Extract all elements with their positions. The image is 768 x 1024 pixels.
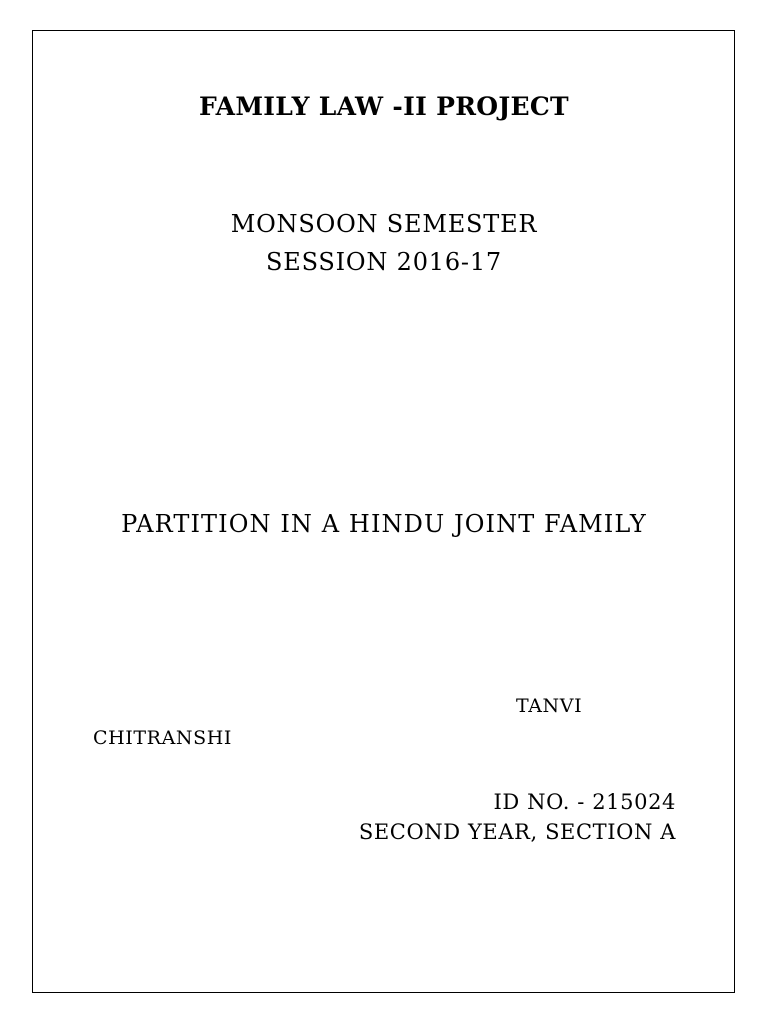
session-label: SESSION 2016-17 <box>266 248 502 276</box>
year-section: SECOND YEAR, SECTION A <box>358 820 676 844</box>
project-topic: PARTITION IN A HINDU JOINT FAMILY <box>121 510 647 538</box>
author-first-name: TANVI <box>516 695 583 717</box>
author-last-name: CHITRANSHI <box>93 727 233 749</box>
project-title: FAMILY LAW -II PROJECT <box>199 92 569 121</box>
student-id: ID NO. - 215024 <box>493 790 676 814</box>
semester-label: MONSOON SEMESTER <box>230 210 538 238</box>
